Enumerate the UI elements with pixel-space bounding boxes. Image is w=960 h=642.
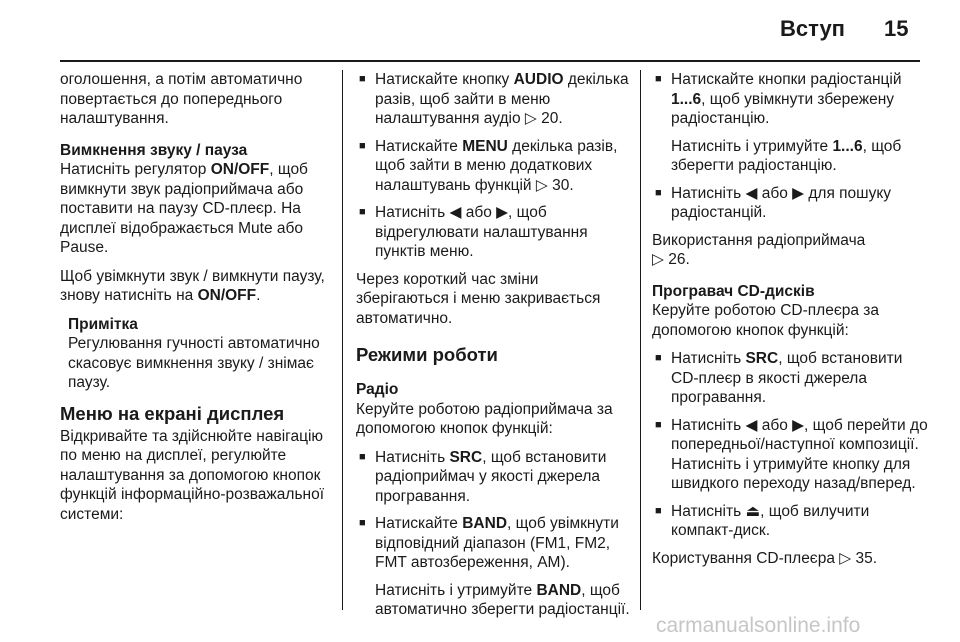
paragraph: Щоб увімкнути звук / вимкнути паузу, знову натисніть на ON/OFF. (60, 267, 325, 304)
right-arrow-icon: ▶ (792, 416, 805, 434)
left-arrow-icon: ◀ (449, 204, 462, 221)
page-number: 15 (884, 16, 909, 41)
page-ref-icon: ▷ (535, 176, 548, 194)
watermark: carmanualsonline.info (656, 614, 861, 637)
list-item: ■ Натискайте MENU декілька разів, щоб зайти в меню додаткових налаштувань функцій ▷ 30. (356, 137, 634, 196)
list-item-extra: Натисніть і утримуйте BAND, щоб автоматично зберегти радіостанції. (375, 581, 630, 618)
column-1 (60, 70, 332, 533)
eject-icon: ⏏ (745, 502, 761, 520)
list-item: ■ Натискайте BAND, щоб увімкнути відповідний діапазон (FM1, FM2, FMT автозбереження, AM). (356, 514, 634, 573)
paragraph: оголошення, а потім автоматично повертається до попереднього налаштування. (60, 71, 303, 127)
paragraph: Використання радіоприймача ▷ 26. (652, 231, 866, 268)
right-arrow-icon: ▶ (496, 204, 509, 221)
list-item: ■ Натисніть ◀ або ▶ для пошуку радіостанцій. (652, 184, 932, 223)
list-item: ■ Натисніть ◀ або ▶, щоб перейти до попередньої/наступної композиції. Натисніть і утримуйте кнопку для швидкого переходу назад/вперед. (652, 416, 932, 494)
paragraph: Натисніть регулятор ON/OFF, щоб вимкнути звук радіоприймача або поставити на паузу CD-плеєр. На дисплеї відображається Mute або Pause. (60, 161, 308, 256)
page-ref-icon: ▷ (652, 251, 664, 268)
left-arrow-icon: ◀ (745, 416, 758, 434)
list-item: ■ Натисніть ⏏, щоб вилучити компакт-диск. (652, 502, 932, 541)
paragraph: Користування CD-плеєра ▷ 35. (652, 549, 878, 567)
paragraph: Керуйте роботою радіоприймача за допомогою кнопок функцій: (356, 400, 613, 437)
list-item: ■ Натисніть SRC, щоб встановити CD-плеєр в якості джерела програвання. (652, 349, 932, 408)
note-text: Регулювання гучності автоматично скасовує вимкнення звуку / знімає паузу. (68, 335, 320, 391)
section-heading-radio: Радіо (356, 381, 399, 398)
page-ref-icon: ▷ (524, 110, 537, 127)
section-heading-mute: Вимкнення звуку / пауза (60, 141, 248, 159)
note-title: Примітка (68, 315, 138, 333)
paragraph: Через короткий час зміни зберігаються і меню закривається автоматично. (356, 270, 601, 327)
list-item: ■ Натискайте кнопку AUDIO декілька разів, щоб зайти в меню налаштування аудіо ▷ 20. (356, 70, 634, 129)
header-divider (60, 60, 920, 62)
section-heading-menu: Меню на екрані дисплея (60, 402, 285, 424)
page-ref-icon: ▷ (839, 549, 852, 567)
paragraph: Керуйте роботою CD-плеєра за допомогою кнопок функцій: (652, 302, 880, 339)
note-box (60, 315, 332, 393)
list-item: ■ Натисніть ◀ або ▶, щоб відрегулювати налаштування пунктів меню. (356, 203, 634, 262)
left-arrow-icon: ◀ (745, 184, 758, 202)
column-divider-1 (342, 70, 343, 610)
column-3 (652, 70, 932, 577)
column-divider-2 (640, 70, 641, 610)
column-2 (356, 70, 634, 620)
paragraph: Відкривайте та здійснюйте навігацію по меню на дисплеї, регулюйте налаштування за допомогою кнопок функцій інформаційно-розважальної системи: (60, 427, 324, 523)
right-arrow-icon: ▶ (792, 184, 805, 202)
section-heading-modes: Режими роботи (356, 344, 498, 365)
list-item: ■ Натискайте кнопки радіостанцій 1...6, щоб увімкнути збережену радіостанцію. (652, 70, 932, 129)
list-item-extra: Натисніть і утримуйте 1...6, щоб зберегти радіостанцію. (671, 137, 902, 174)
section-heading-cd: Програвач CD-дисків (652, 282, 815, 300)
list-item: ■ Натисніть SRC, щоб встановити радіоприймач у якості джерела програвання. (356, 448, 634, 507)
page-title: Вступ (780, 16, 845, 41)
